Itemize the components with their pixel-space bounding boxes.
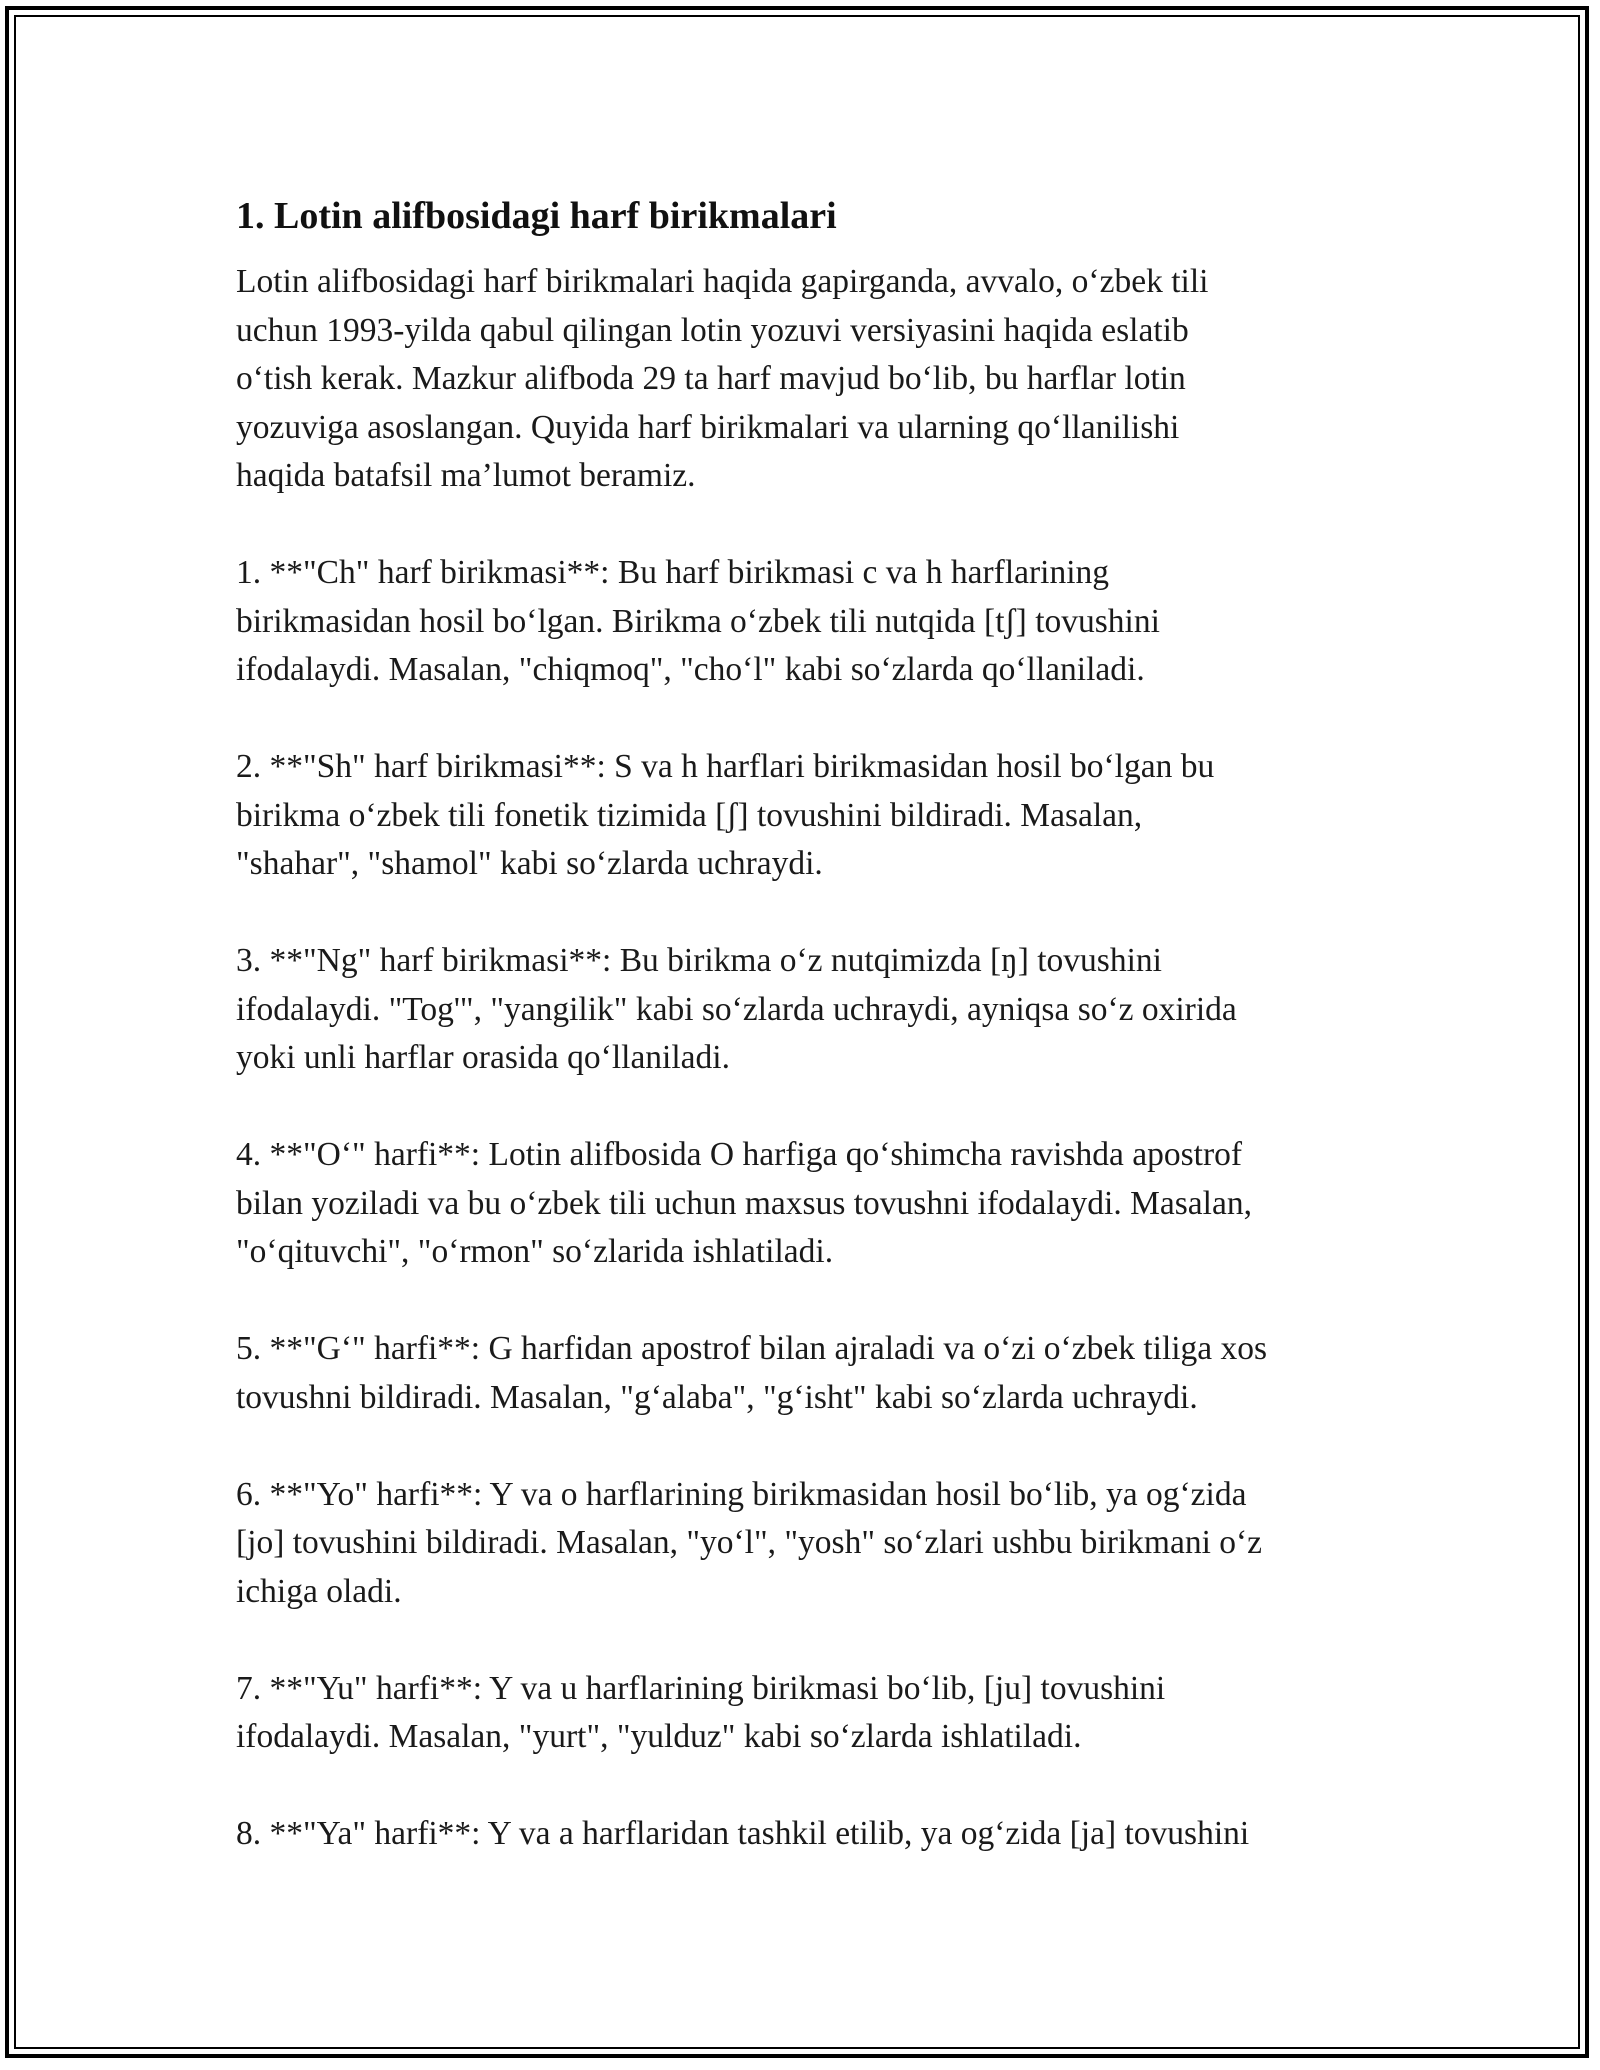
text-line: bilan yoziladi va bu o‘zbek tili uchun maxsus tovushni ifodalaydi. Masalan, <box>236 1184 1252 1222</box>
list-item <box>236 743 1376 889</box>
items-list <box>236 549 1376 1859</box>
text-line: ifodalaydi. Masalan, "yurt", "yulduz" kabi so‘zlarda ishlatiladi. <box>236 1718 1082 1755</box>
list-item <box>236 1131 1376 1277</box>
text-line: birikmasidan hosil bo‘lgan. Birikma o‘zbek tili nutqida [tʃ] tovushini <box>236 602 1160 640</box>
intro-paragraph <box>236 258 1376 501</box>
list-item <box>236 1325 1376 1422</box>
text-line: 8. **"Ya" harfi**: Y va a harflaridan tashkil etilib, ya og‘zida [ja] tovushini <box>236 1815 1250 1852</box>
text-line: uchun 1993-yilda qabul qilingan lotin yozuvi versiyasini haqida eslatib <box>236 311 1189 349</box>
text-line: yoki unli harflar orasida qo‘llaniladi. <box>236 1039 730 1076</box>
text-line: "shahar", "shamol" kabi so‘zlarda uchraydi. <box>236 845 823 882</box>
text-line: 3. **"Ng" harf birikmasi**: Bu birikma o‘z nutqimizda [ŋ] tovushini <box>236 942 1162 979</box>
text-line: 7. **"Yu" harfi**: Y va u harflarining birikmasi bo‘lib, [ju] tovushini <box>236 1669 1166 1707</box>
text-line: 1. **"Ch" harf birikmasi**: Bu harf birikmasi c va h harflarining <box>236 554 1110 591</box>
list-item <box>236 549 1376 695</box>
text-line: birikma o‘zbek tili fonetik tizimida [ʃ] tovushini bildiradi. Masalan, <box>236 796 1143 834</box>
text-line: tovushni bildiradi. Masalan, "g‘alaba", "g‘isht" kabi so‘zlarda uchraydi. <box>236 1378 1198 1416</box>
text-line: "o‘qituvchi", "o‘rmon" so‘zlarida ishlatiladi. <box>236 1233 834 1270</box>
text-line: Lotin alifbosidagi harf birikmalari haqida gapirganda, avvalo, o‘zbek tili <box>236 263 1209 300</box>
text-line: ichiga oladi. <box>236 1572 402 1610</box>
list-item <box>236 1665 1376 1762</box>
text-line: 6. **"Yo" harfi**: Y va o harflarining birikmasidan hosil bo‘lib, ya og‘zida <box>236 1475 1247 1513</box>
text-line: ifodalaydi. "Tog'", "yangilik" kabi so‘zlarda uchraydi, ayniqsa so‘z oxirida <box>236 990 1237 1028</box>
list-item <box>236 1471 1376 1617</box>
text-line: ifodalaydi. Masalan, "chiqmoq", "cho‘l" kabi so‘zlarda qo‘llaniladi. <box>236 651 1145 688</box>
document-body <box>236 188 1376 1859</box>
section-heading: 1. Lotin alifbosidagi harf birikmalari <box>236 195 837 237</box>
text-line: [jo] tovushini bildiradi. Masalan, "yo‘l", "yosh" so‘zlari ushbu birikmani o‘z <box>236 1524 1263 1561</box>
text-line: yozuviga asoslangan. Quyida harf birikmalari va ularning qo‘llanilishi <box>236 408 1180 446</box>
list-item <box>236 1810 1376 1859</box>
text-line: 2. **"Sh" harf birikmasi**: S va h harflari birikmasidan hosil bo‘lgan bu <box>236 748 1215 785</box>
list-item <box>236 937 1376 1083</box>
text-line: 5. **"G‘" harfi**: G harfidan apostrof bilan ajraladi va o‘zi o‘zbek tiliga xos <box>236 1330 1268 1367</box>
text-line: haqida batafsil ma’lumot beramiz. <box>236 457 696 494</box>
text-line: 4. **"O‘" harfi**: Lotin alifbosida O harfiga qo‘shimcha ravishda apostrof <box>236 1136 1243 1173</box>
text-line: o‘tish kerak. Mazkur alifboda 29 ta harf mavjud bo‘lib, bu harflar lotin <box>236 360 1186 397</box>
